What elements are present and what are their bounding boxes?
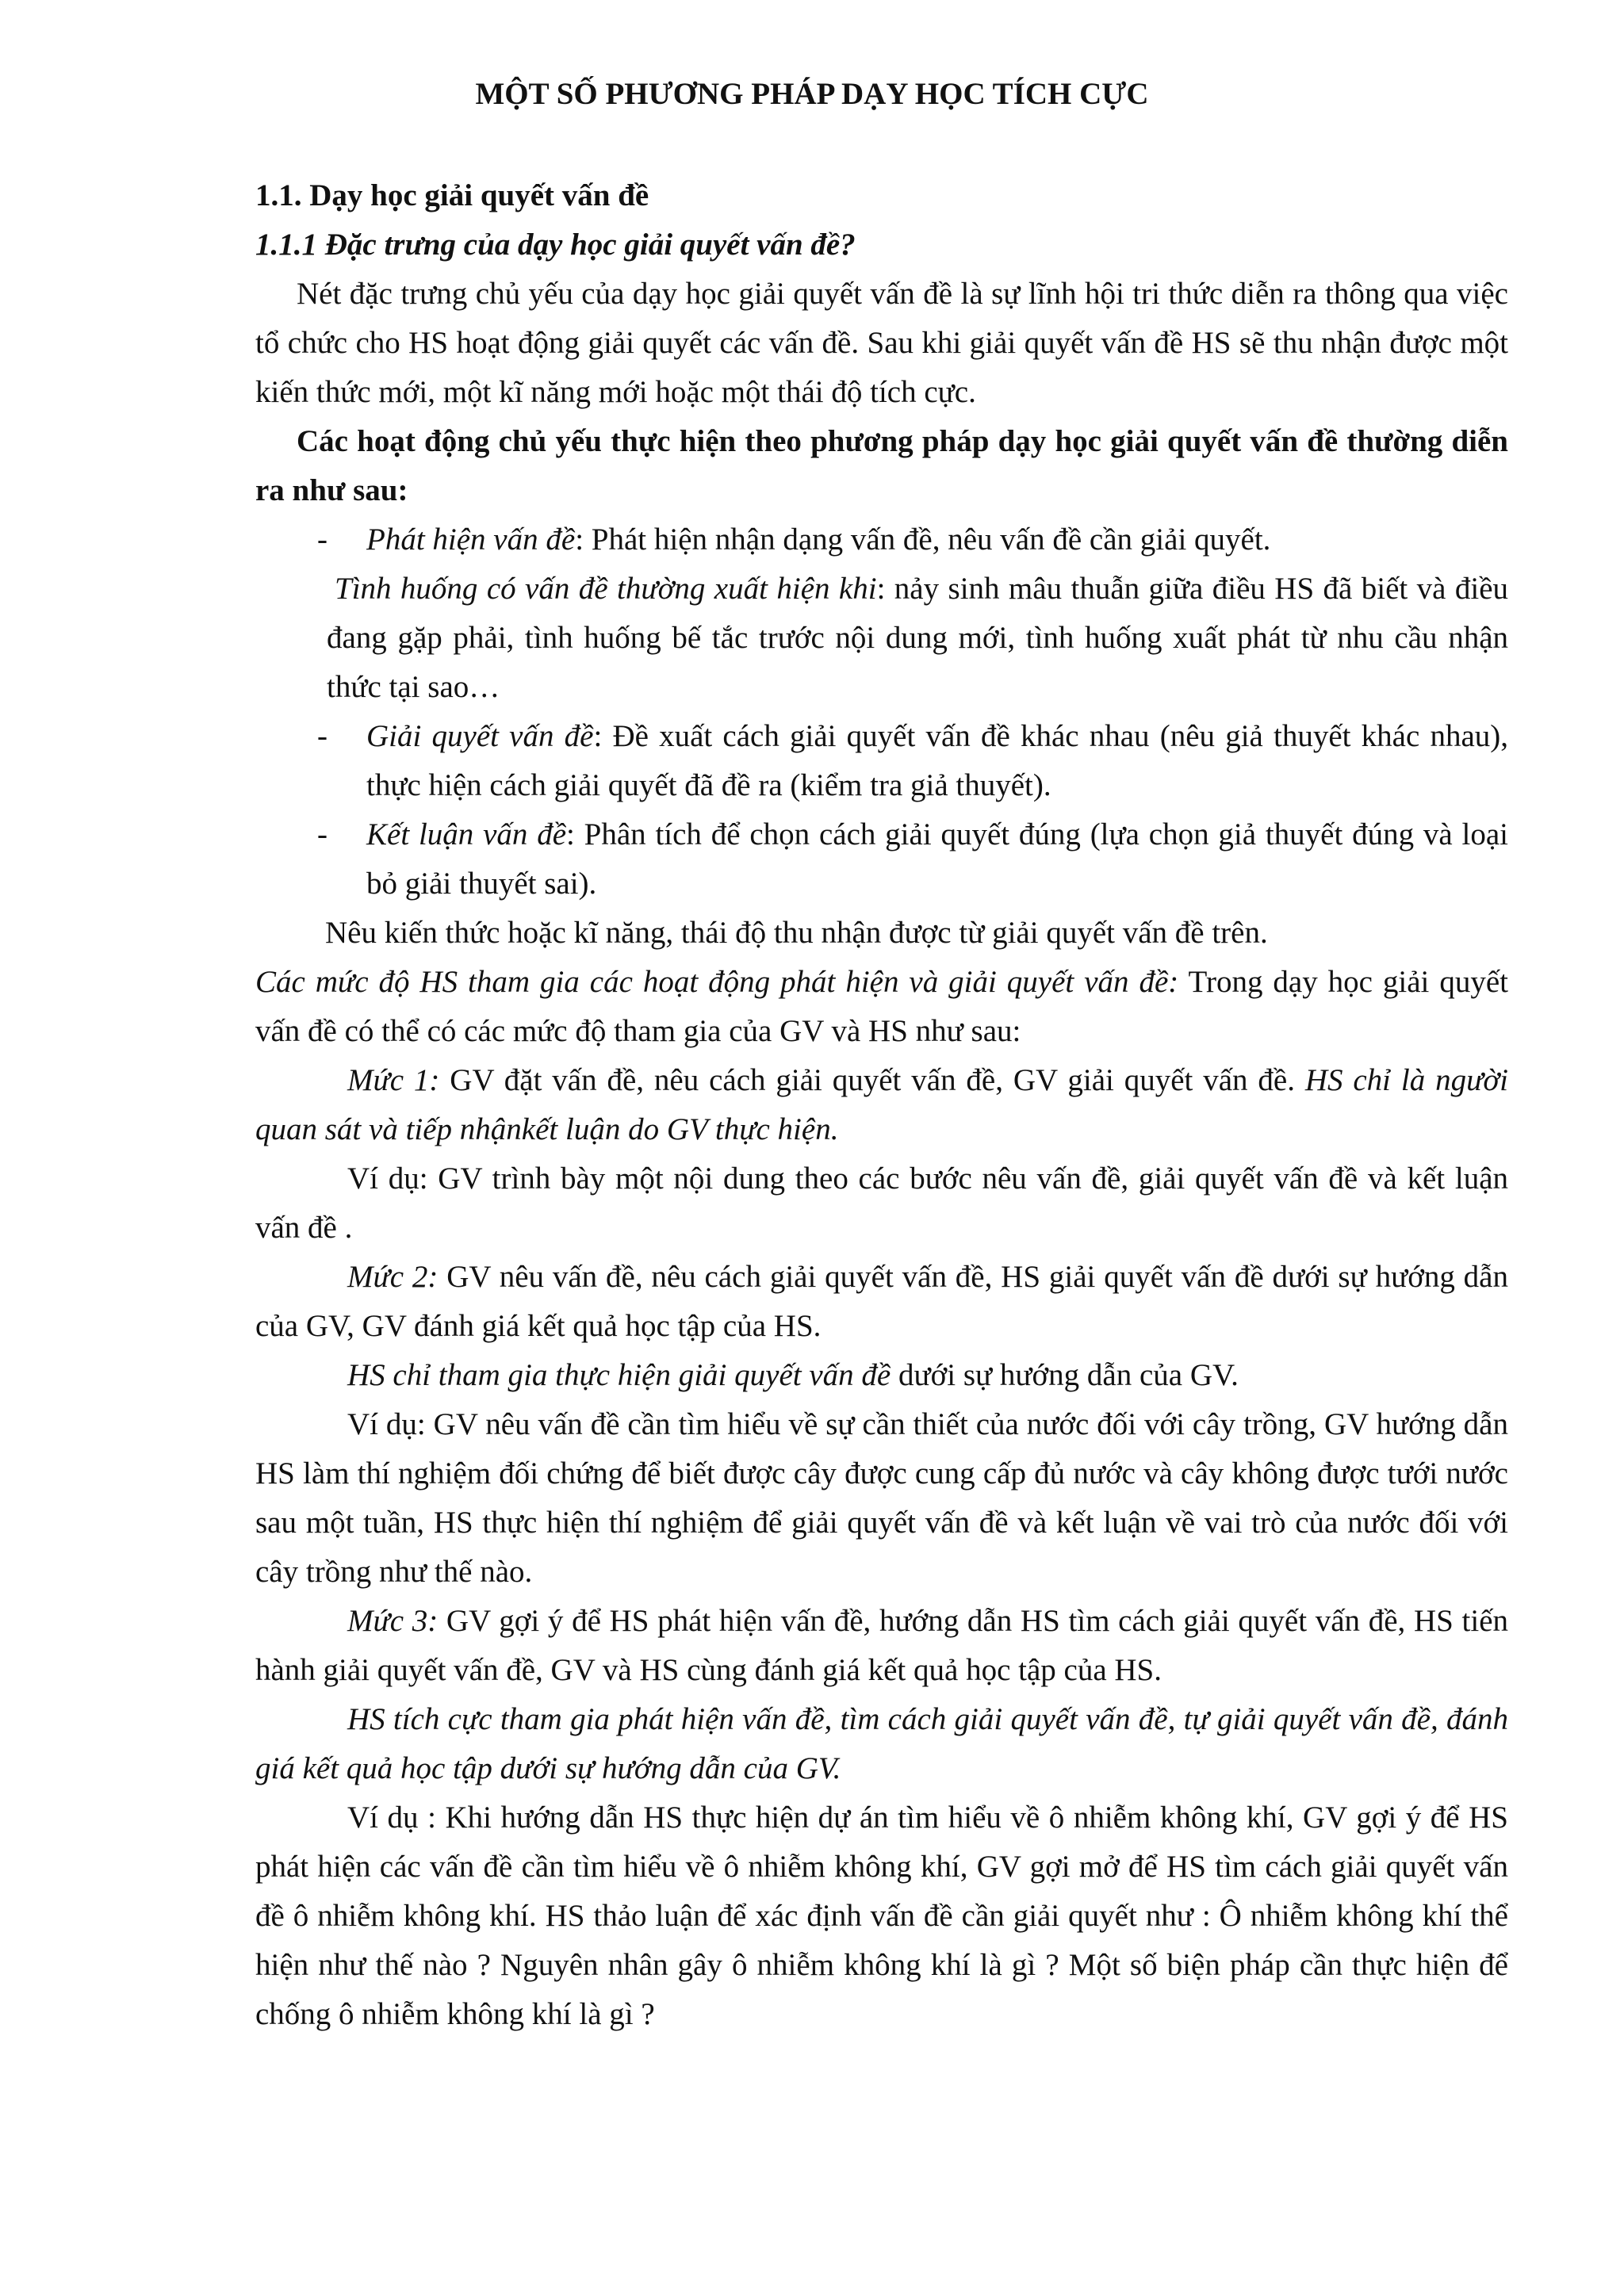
list-item-conclude	[255, 810, 1508, 909]
level-3-label: Mức 3:	[347, 1604, 439, 1638]
level-2-note-italic: HS chỉ tham gia thực hiện giải quyết vấn đề	[347, 1358, 891, 1392]
paragraph-level-2-note	[255, 1351, 1508, 1400]
list-term: Giải quyết vấn đề	[366, 719, 594, 753]
list-text: : Phát hiện nhận dạng vấn đề, nêu vấn đề cần giải quyết.	[575, 522, 1271, 557]
level-1-label: Mức 1:	[347, 1063, 440, 1097]
list-item-solve	[255, 712, 1508, 810]
levels-intro-italic: Các mức độ HS tham gia các hoạt động phát hiện và giải quyết vấn đề:	[255, 965, 1179, 999]
level-2-note-text: dưới sự hướng dẫn của GV.	[891, 1358, 1239, 1392]
paragraph-level-3	[255, 1597, 1508, 1695]
list-text: : nảy sinh mâu thuẫn giữa điều HS đã biết và điều đang gặp phải, tình huống bế tắc trước nội dung mới, tình huống xuất phát từ nhu cầu nhận thức tại sao…	[327, 572, 1509, 704]
list-item-detect	[255, 515, 1508, 564]
list-dash: -	[317, 817, 327, 851]
level-1-italic: HS chỉ là người quan sát và tiếp nhậnkết luận do GV thực hiện.	[255, 1063, 1508, 1146]
paragraph-example-3: Ví dụ : Khi hướng dẫn HS thực hiện dự án tìm hiểu về ô nhiễm không khí, GV gợi ý để HS phát hiện các vấn đề cần tìm hiểu về ô nhiễm không khí, GV gợi mở để HS tìm cách giải quyết vấn đề ô nhiễm không khí. HS thảo luận để xác định vấn đề cần giải quyết như : Ô nhiễm không khí thể hiện như thế nào ? Nguyên nhân gây ô nhiễm không khí là gì ? Một số biện pháp cần thực hiện để chống ô nhiễm không khí là gì ?	[255, 1800, 1508, 2031]
level-2-text: GV nêu vấn đề, nêu cách giải quyết vấn đề, HS giải quyết vấn đề dưới sự hướng dẫn của GV, GV đánh giá kết quả học tập của HS.	[255, 1260, 1508, 1343]
paragraph-example-2: Ví dụ: GV nêu vấn đề cần tìm hiểu về sự cần thiết của nước đối với cây trồng, GV hướng dẫn HS làm thí nghiệm đối chứng để biết được cây được cung cấp đủ nước và cây không được tưới nước sau một tuần, HS thực hiện thí nghiệm để giải quyết vấn đề và kết luận về vai trò của nước đối với cây trồng như thế nào.	[255, 1407, 1508, 1589]
list-dash: -	[317, 522, 327, 557]
paragraph-example-1: Ví dụ: GV trình bày một nội dung theo các bước nêu vấn đề, giải quyết vấn đề và kết luận vấn đề .	[255, 1161, 1508, 1245]
paragraph-levels-intro	[255, 958, 1508, 1056]
section-heading: 1.1. Dạy học giải quyết vấn đề	[255, 178, 649, 212]
paragraph-level-1	[255, 1056, 1508, 1154]
list-term: Tình huống có vấn đề thường xuất hiện khi	[335, 572, 877, 606]
paragraph-knowledge: Nêu kiến thức hoặc kĩ năng, thái độ thu nhận được từ giải quyết vấn đề trên.	[325, 916, 1268, 950]
list-text: : Đề xuất cách giải quyết vấn đề khác nhau (nêu giả thuyết khác nhau), thực hiện cách giải quyết đã đề ra (kiểm tra giả thuyết).	[366, 719, 1508, 802]
paragraph-activities-intro: Các hoạt động chủ yếu thực hiện theo phương pháp dạy học giải quyết vấn đề thường diễn ra như sau:	[255, 424, 1508, 507]
list-term: Phát hiện vấn đề	[366, 522, 576, 557]
list-text: : Phân tích để chọn cách giải quyết đúng (lựa chọn giả thuyết đúng và loại bỏ giải thuyết sai).	[366, 817, 1508, 901]
paragraph-level-2	[255, 1253, 1508, 1351]
list-item-situation	[255, 564, 1508, 712]
list-dash: -	[317, 719, 327, 753]
levels-intro-text: Trong dạy học giải quyết vấn đề có thể có các mức độ tham gia của GV và HS như sau:	[255, 965, 1508, 1048]
paragraph-level-3-note: HS tích cực tham gia phát hiện vấn đề, tìm cách giải quyết vấn đề, tự giải quyết vấn đề, đánh giá kết quả học tập dưới sự hướng dẫn của GV.	[255, 1702, 1508, 1785]
paragraph-characteristic: Nét đặc trưng chủ yếu của dạy học giải quyết vấn đề là sự lĩnh hội tri thức diễn ra thông qua việc tổ chức cho HS hoạt động giải quyết các vấn đề. Sau khi giải quyết vấn đề HS sẽ thu nhận được một kiến thức mới, một kĩ năng mới hoặc một thái độ tích cực.	[255, 277, 1508, 409]
subsection-heading: 1.1.1 Đặc trưng của dạy học giải quyết vấn đề?	[255, 228, 856, 262]
level-2-label: Mức 2:	[347, 1260, 439, 1294]
document-body	[255, 171, 1508, 2039]
level-3-text: GV gợi ý để HS phát hiện vấn đề, hướng dẫn HS tìm cách giải quyết vấn đề, HS tiến hành giải quyết vấn đề, GV và HS cùng đánh giá kết quả học tập của HS.	[255, 1604, 1508, 1687]
document-title: MỘT SỐ PHƯƠNG PHÁP DẠY HỌC TÍCH CỰC	[475, 77, 1149, 111]
list-term: Kết luận vấn đề	[366, 817, 567, 851]
level-1-text: GV đặt vấn đề, nêu cách giải quyết vấn đề, GV giải quyết vấn đề.	[439, 1063, 1305, 1097]
